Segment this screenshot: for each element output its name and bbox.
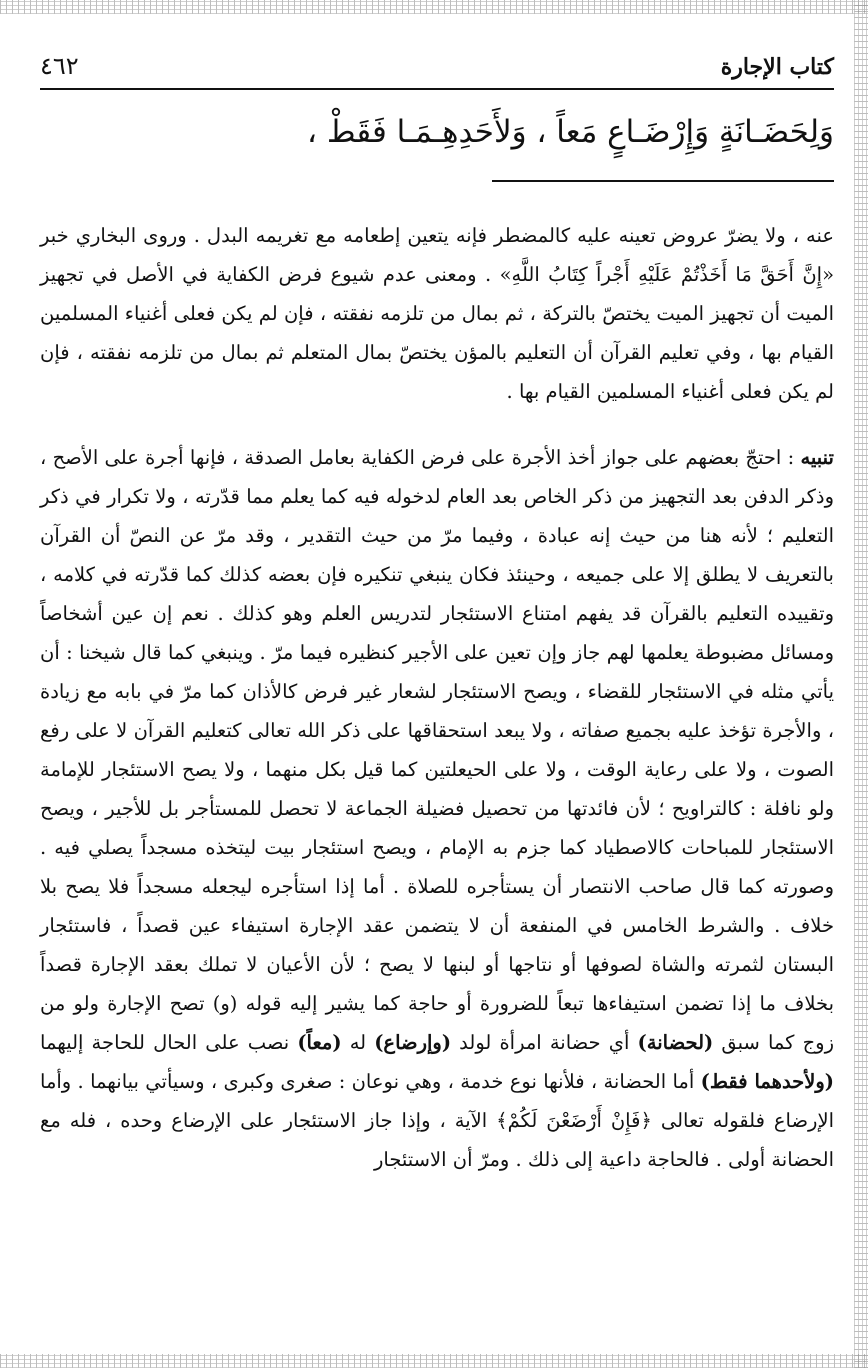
commentary-text: له (341, 1031, 375, 1054)
decorative-border-right (854, 0, 868, 1368)
page-number: ٤٦٢ (40, 52, 79, 80)
commentary-paragraph-1: عنه ، ولا يضرّ عروض تعينه عليه كالمضطر فإنه يتعين إطعامه مع تغريمه البدل . وروى البخاري خبر «إِنَّ أَحَقَّ مَا أَخَذْتُمْ عَلَيْهِ أَجْراً كِتَابُ اللَّهِ» . ومعنى عدم شيوع فرض الكفاية في الأصل في تجهيز الميت أن تجهيز الميت يختصّ بالتركة ، ثم بمال من تلزمه نفقته ، فإن لم يكن فعلى أغنياء المسلمين القيام بها ، وفي تعليم القرآن أن التعليم بالمؤن يختصّ بمال المتعلم ثم بمال من تلزمه نفقته ، فإن لم يكن فعلى أغنياء المسلمين القيام بها . (40, 224, 834, 403)
matn-quote: (لحضانة) (637, 1031, 714, 1054)
book-title: كتاب الإجارة (720, 54, 834, 80)
matn-quote: (ولأحدهما فقط) (700, 1070, 834, 1093)
commentary-text: : احتجّ بعضهم على جواز أخذ الأجرة على فرض الكفاية بعامل الصدقة ، فإنها أجرة على الأصح ، وذكر الدفن بعد التجهيز من ذكر الخاص بعد العام لدخوله فيه كما يعلم مما قدّرته ، ولا تكرار في ذكر التعليم ؛ لأنه هنا من حيث إنه عبادة ، وفيما مرّ من حيث التقدير ، وقد مرّ عن النصّ أن القرآن بالتعريف لا يطلق إلا على جميعه ، وحينئذ فكان ينبغي تنكيره فإن بعضه كذلك كما قدّرته في كلامه ، وتقييده التعليم بالقرآن قد يفهم امتناع الاستئجار لتدريس العلم وهو كذلك . نعم إن عين أشخاصاً ومسائل مضبوطة يعلمها لهم جاز وإن تعين على الأجير كنظيره فيما مرّ . وينبغي كما قال شيخنا : أن يأتي مثله في الاستئجار للقضاء ، ويصح الاستئجار لشعار غير فرض كالأذان كما مرّ في بابه مع زيادة ، والأجرة تؤخذ عليه بجميع صفاته ، ولا يبعد استحقاقها على ذكر الله تعالى كتعليم القرآن لا على رفع الصوت ، ولا على رعاية الوقت ، ولا على الحيعلتين كما قيل بكل منهما ، ولا يصح الاستئجار للإمامة ولو نافلة : كالتراويح ؛ لأن فائدتها من تحصيل فضيلة الجماعة لا تحصل للمستأجر بل للأجير ، ويصح الاستئجار للمباحات كالاصطياد كما جزم به الإمام ، ويصح استئجار بيت ليتخذه مسجداً يصلي فيه . وصورته كما قال صاحب الانتصار أن يستأجره للصلاة . أما إذا استأجره ليجعله مسجداً فلا يصح بلا خلاف . والشرط الخامس في المنفعة أن لا يتضمن عقد الإجارة استيفاء عين قصداً ، فاستئجار البستان لثمرته والشاة لصوفها أو نتاجها أو لبنها لا يصح ؛ لأن الأعيان لا تملك بعقد الإجارة قصداً بخلاف ما إذا تضمن استيفاءها تبعاً للضرورة أو حاجة كما يشير إليه قوله (و) تصح الإجارة ولو من زوج كما سبق (40, 446, 835, 1054)
decorative-border-bottom (0, 1354, 868, 1368)
matn-quote: (وإرضاع) (374, 1031, 452, 1054)
matn-quote: (معاً) (297, 1031, 342, 1054)
separator-line (492, 180, 834, 182)
decorative-border-top (0, 0, 868, 14)
commentary-paragraph-2 (40, 438, 834, 1179)
commentary-text: أما الحضانة ، فلأنها نوع خدمة ، وهي نوعان : صغرى وكبرى ، وسيأتي بيانهما . وأما الإرضاع فلقوله تعالى ﴿فَإِنْ أَرْضَعْنَ لَكُمْ﴾ الآية ، وإذا جاز الاستئجار على الإرضاع وحده ، فله مع الحضانة أولى . فالحاجة داعية إلى ذلك . ومرّ أن الاستئجار (40, 1070, 834, 1171)
commentary-text: نصب على الحال للحاجة إليهما (40, 1031, 298, 1054)
tanbih-label: تنبيه (800, 446, 834, 469)
matn-text: وَلِحَضَـانَةٍ وَإِرْضَـاعٍ مَعاً ، وَلأَحَدِهِـمَـا فَقَطْ ، (306, 114, 834, 150)
commentary-text: أي حضانة امرأة لولد (451, 1031, 638, 1054)
page-header (40, 48, 834, 90)
